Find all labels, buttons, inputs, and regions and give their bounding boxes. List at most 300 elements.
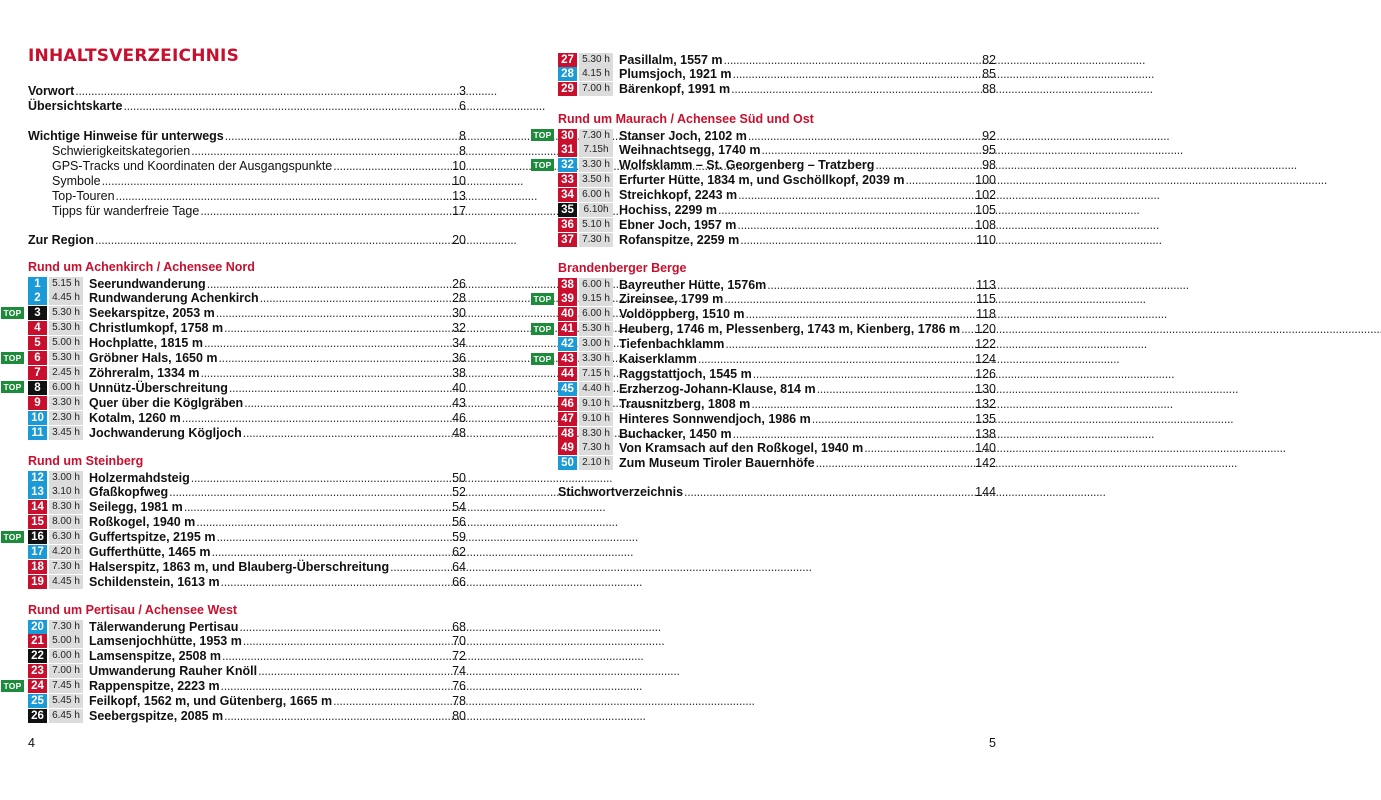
page-number: 28 xyxy=(452,291,466,306)
tour-duration: 3.30 h xyxy=(49,396,83,410)
page-number: 92 xyxy=(982,128,996,143)
tour-duration: 5.30 h xyxy=(49,351,83,365)
page-number: 76 xyxy=(452,679,466,694)
page-number: 82 xyxy=(982,52,996,67)
tour-entry[interactable] xyxy=(28,291,466,306)
page-number: 85 xyxy=(982,67,996,82)
tour-number: 3 xyxy=(28,306,47,320)
tour-number: 39 xyxy=(558,292,577,306)
tour-duration: 9.10 h xyxy=(579,397,613,411)
tour-entry[interactable] xyxy=(3,351,466,366)
tour-duration: 9.10 h xyxy=(579,412,613,426)
tour-duration: 3.30 h xyxy=(579,352,613,366)
tour-number: 2 xyxy=(28,291,47,305)
toc-entry-label: Tipps für wanderfreie Tage xyxy=(52,203,200,218)
tour-duration: 5.15 h xyxy=(49,277,83,291)
tour-number: 30 xyxy=(558,129,577,143)
tour-entry[interactable] xyxy=(28,485,466,500)
tour-number: 19 xyxy=(28,575,47,589)
tour-duration: 3.10 h xyxy=(49,485,83,499)
tour-number: 14 xyxy=(28,500,47,514)
tour-duration: 3.00 h xyxy=(49,471,83,485)
tour-entry[interactable] xyxy=(28,500,466,515)
page-number: 144 xyxy=(975,484,996,499)
tour-duration: 6.45 h xyxy=(49,709,83,723)
page-number: 80 xyxy=(452,708,466,723)
tour-title: Wolfsklamm – St. Georgenberg – Tratzberg xyxy=(619,158,875,173)
tour-entry[interactable] xyxy=(28,470,466,485)
toc-entry[interactable] xyxy=(28,83,466,98)
tour-title: Lamsenjochhütte, 1953 m xyxy=(89,634,242,649)
tour-title: Quer über die Köglgräben xyxy=(89,395,244,410)
tour-entry[interactable] xyxy=(558,173,996,188)
page-number: 72 xyxy=(452,649,466,664)
tour-title: Roßkogel, 1940 m xyxy=(89,515,196,530)
tour-duration: 5.45 h xyxy=(49,694,83,708)
tour-number: 31 xyxy=(558,143,577,157)
tour-title: Plumsjoch, 1921 m xyxy=(619,67,732,82)
tour-title: Streichkopf, 2243 m xyxy=(619,188,738,203)
leader-dots xyxy=(204,336,451,350)
top-tour-badge: TOP xyxy=(531,353,554,365)
page-number: 126 xyxy=(975,366,996,381)
toc-entry[interactable] xyxy=(28,128,466,143)
tour-entry[interactable] xyxy=(28,694,466,709)
tour-title: Zum Museum Tiroler Bauernhöfe xyxy=(619,456,815,471)
tour-number: 40 xyxy=(558,307,577,321)
tour-entry[interactable] xyxy=(558,188,996,203)
toc-entry-label: Übersichtskarte xyxy=(28,98,123,113)
tour-entry[interactable] xyxy=(558,277,996,292)
tour-title: Bayreuther Hütte, 1576m xyxy=(619,277,767,292)
page-number: 10 xyxy=(452,158,466,173)
tour-duration: 9.15 h xyxy=(579,292,613,306)
section-heading: Rund um Achenkirch / Achensee Nord xyxy=(28,260,255,274)
page-number: 20 xyxy=(452,232,466,247)
leader-dots xyxy=(124,99,459,113)
page-number: 108 xyxy=(975,217,996,232)
tour-duration: 7.15h xyxy=(579,143,613,157)
tour-number: 21 xyxy=(28,634,47,648)
toc-entry[interactable] xyxy=(28,232,466,247)
tour-title: Raggstattjoch, 1545 m xyxy=(619,366,752,381)
leader-dots xyxy=(718,203,974,217)
tour-duration: 5.10 h xyxy=(579,218,613,232)
tour-number: 10 xyxy=(28,411,47,425)
tour-entry[interactable] xyxy=(558,396,996,411)
tour-duration: 5.00 h xyxy=(49,634,83,648)
tour-title: Stanser Joch, 2102 m xyxy=(619,128,747,143)
tour-duration: 7.30 h xyxy=(579,233,613,247)
tour-entry[interactable] xyxy=(3,679,466,694)
tour-entry[interactable] xyxy=(558,426,996,441)
top-tour-badge: TOP xyxy=(1,680,24,692)
tour-entry[interactable] xyxy=(533,158,996,173)
leader-dots xyxy=(816,456,975,470)
leader-dots xyxy=(740,233,975,247)
tour-duration: 6.00 h xyxy=(579,278,613,292)
leader-dots xyxy=(737,218,974,232)
leader-dots xyxy=(216,530,451,544)
leader-dots xyxy=(243,634,451,648)
tour-duration: 6.00 h xyxy=(49,649,83,663)
page-number: 46 xyxy=(452,410,466,425)
leader-dots xyxy=(169,485,451,499)
tour-duration: 4.40 h xyxy=(579,382,613,396)
tour-title: Heuberg, 1746 m, Plessenberg, 1743 m, Kienberg, 1786 m xyxy=(619,322,961,337)
tour-entry[interactable] xyxy=(28,410,466,425)
tour-duration: 4.45 h xyxy=(49,291,83,305)
tour-title: Voldöppberg, 1510 m xyxy=(619,307,745,322)
tour-number: 15 xyxy=(28,515,47,529)
leader-dots xyxy=(753,367,974,381)
page-number: 78 xyxy=(452,694,466,708)
leader-dots xyxy=(239,620,451,634)
page-number: 59 xyxy=(452,530,466,545)
tour-title: Gfaßkopfweg xyxy=(89,485,169,500)
tour-title: Zireinsee, 1799 m xyxy=(619,292,724,307)
tour-title: Unnütz-Überschreitung xyxy=(89,380,228,395)
tour-entry[interactable] xyxy=(533,352,996,367)
tour-duration: 3.50 h xyxy=(579,173,613,187)
leader-dots xyxy=(725,337,974,351)
page-number: 30 xyxy=(452,306,466,321)
tour-entry[interactable] xyxy=(558,441,996,456)
tour-entry[interactable] xyxy=(28,619,466,634)
tour-title: Ebner Joch, 1957 m xyxy=(619,217,737,232)
tour-title: Trausnitzberg, 1808 m xyxy=(619,396,751,411)
tour-number: 46 xyxy=(558,397,577,411)
leader-dots xyxy=(875,158,981,172)
tour-entry[interactable] xyxy=(28,365,466,380)
top-tour-badge: TOP xyxy=(531,293,554,305)
tour-title: Holzermahdsteig xyxy=(89,470,190,485)
tour-number: 44 xyxy=(558,367,577,381)
page-number: 105 xyxy=(975,203,996,217)
top-tour-badge: TOP xyxy=(531,129,554,141)
page-number: 98 xyxy=(982,158,996,173)
tour-duration: 7.30 h xyxy=(49,620,83,634)
leader-dots xyxy=(102,174,451,188)
page-number: 10 xyxy=(452,173,466,188)
page-number: 122 xyxy=(975,337,996,352)
page-number: 8 xyxy=(459,128,466,143)
tour-entry[interactable] xyxy=(3,380,466,395)
toc-subentry[interactable] xyxy=(52,158,466,173)
tour-duration: 3.00 h xyxy=(579,337,613,351)
toc-subentry[interactable] xyxy=(52,173,466,188)
page-number: 70 xyxy=(452,634,466,649)
tour-number: 25 xyxy=(28,694,47,708)
page-number: 52 xyxy=(452,485,466,500)
leader-dots xyxy=(224,709,451,723)
tour-number: 24 xyxy=(28,679,47,693)
tour-entry[interactable] xyxy=(558,411,996,426)
leader-dots xyxy=(733,427,975,441)
toc-subentry[interactable] xyxy=(52,188,466,203)
page-number: 140 xyxy=(975,441,996,456)
page-number: 138 xyxy=(975,426,996,441)
page-number: 3 xyxy=(459,83,466,98)
index-entry[interactable] xyxy=(558,484,996,499)
tour-title: Kaiserklamm xyxy=(619,352,697,366)
page-number: 113 xyxy=(976,277,996,292)
page-number: 48 xyxy=(452,425,466,440)
tour-title: Rofanspitze, 2259 m xyxy=(619,232,740,247)
page-number: 6 xyxy=(459,98,466,113)
page-number: 135 xyxy=(975,411,996,426)
tour-entry[interactable] xyxy=(558,456,996,471)
tour-title: Umwanderung Rauher Knöll xyxy=(89,664,258,679)
toc-entry-label: Schwierigkeitskategorien xyxy=(52,143,191,158)
tour-duration: 4.45 h xyxy=(49,575,83,589)
tour-entry[interactable] xyxy=(28,321,466,336)
tour-number: 35 xyxy=(558,203,577,217)
tour-entry[interactable] xyxy=(558,203,996,218)
tour-entry[interactable] xyxy=(558,232,996,247)
tour-title: Seebergspitze, 2085 m xyxy=(89,708,224,723)
top-tour-badge: TOP xyxy=(531,323,554,335)
tour-title: Rundwanderung Achenkirch xyxy=(89,291,259,306)
page-number: 110 xyxy=(976,232,996,247)
tour-title: Rappenspitze, 2223 m xyxy=(89,679,220,694)
leader-dots xyxy=(191,144,458,158)
tour-entry[interactable] xyxy=(28,649,466,664)
top-tour-badge: TOP xyxy=(1,531,24,543)
toc-subentry[interactable] xyxy=(52,203,466,218)
leader-dots xyxy=(191,471,451,485)
tour-title: Gröbner Hals, 1650 m xyxy=(89,351,218,365)
tour-number: 12 xyxy=(28,471,47,485)
tour-entry[interactable] xyxy=(558,307,996,322)
tour-duration: 7.15 h xyxy=(579,367,613,381)
tour-duration: 5.00 h xyxy=(49,336,83,350)
tour-number: 13 xyxy=(28,485,47,499)
tour-title: Halserspitz, 1863 m, und Blauberg-Überschreitung xyxy=(89,559,390,574)
tour-title: Kotalm, 1260 m xyxy=(89,410,181,425)
tour-entry[interactable] xyxy=(558,337,996,352)
leader-dots xyxy=(698,352,974,366)
tour-entry[interactable] xyxy=(3,530,466,545)
page-number: 50 xyxy=(452,470,466,485)
page-number: 102 xyxy=(975,188,996,203)
leader-dots xyxy=(390,560,451,574)
tour-number: 48 xyxy=(558,427,577,441)
tour-number: 17 xyxy=(28,545,47,559)
tour-duration: 8.00 h xyxy=(49,515,83,529)
page-number: 115 xyxy=(976,292,996,307)
tour-number: 1 xyxy=(28,277,47,291)
leader-dots xyxy=(748,129,981,143)
leader-dots xyxy=(225,129,458,143)
tour-entry[interactable] xyxy=(558,217,996,232)
tour-number: 9 xyxy=(28,396,47,410)
tour-duration: 7.00 h xyxy=(49,664,83,678)
tour-number: 26 xyxy=(28,709,47,723)
tour-number: 41 xyxy=(558,322,577,336)
tour-title: Seekarspitze, 2053 m xyxy=(89,306,215,321)
tour-entry[interactable] xyxy=(558,82,996,97)
tour-entry[interactable] xyxy=(3,306,466,321)
leader-dots xyxy=(746,307,976,321)
page-number: 66 xyxy=(452,574,466,589)
tour-duration: 8.30 h xyxy=(49,500,83,514)
tour-duration: 5.30 h xyxy=(49,306,83,320)
top-tour-badge: TOP xyxy=(1,381,24,393)
page-number: 124 xyxy=(975,352,996,366)
leader-dots xyxy=(864,441,974,455)
tour-number: 37 xyxy=(558,233,577,247)
tour-duration: 6.00 h xyxy=(579,307,613,321)
tour-number: 6 xyxy=(28,351,47,365)
toc-entry-label: Symbole xyxy=(52,173,101,188)
tour-title: Zöhreralm, 1334 m xyxy=(89,365,200,380)
tour-number: 36 xyxy=(558,218,577,232)
tour-title: Christlumkopf, 1758 m xyxy=(89,321,224,336)
tour-number: 27 xyxy=(558,53,577,67)
tour-number: 34 xyxy=(558,188,577,202)
tour-duration: 2.30 h xyxy=(49,411,83,425)
page-number: 132 xyxy=(975,396,996,411)
tour-entry[interactable] xyxy=(28,336,466,351)
toc-entry-label: Stichwortverzeichnis xyxy=(558,484,684,499)
page-number: 95 xyxy=(982,143,996,158)
tour-duration: 2.45 h xyxy=(49,366,83,380)
tour-entry[interactable] xyxy=(28,574,466,589)
page-number: 8 xyxy=(459,143,466,158)
tour-duration: 6.30 h xyxy=(49,530,83,544)
tour-title: Von Kramsach auf den Roßkogel, 1940 m xyxy=(619,441,864,456)
leader-dots xyxy=(184,500,451,514)
leader-dots xyxy=(260,291,451,305)
leader-dots xyxy=(116,189,452,203)
page-number: 64 xyxy=(452,559,466,574)
section-heading: Rund um Maurach / Achensee Süd und Ost xyxy=(558,112,814,126)
tour-entry[interactable] xyxy=(558,67,996,82)
leader-dots xyxy=(731,82,981,96)
tour-duration: 6.10h xyxy=(579,203,613,217)
tour-entry[interactable] xyxy=(28,515,466,530)
leader-dots xyxy=(229,381,451,395)
leader-dots xyxy=(222,649,451,663)
page-number: 62 xyxy=(452,545,466,559)
tour-title: Seilegg, 1981 m xyxy=(89,500,183,515)
tour-entry[interactable] xyxy=(558,366,996,381)
leader-dots xyxy=(258,664,451,678)
tour-entry[interactable] xyxy=(558,52,996,67)
tour-number: 49 xyxy=(558,441,577,455)
top-tour-badge: TOP xyxy=(1,352,24,364)
page-number: 54 xyxy=(452,500,466,515)
tour-entry[interactable] xyxy=(28,559,466,574)
leader-dots xyxy=(200,366,451,380)
leader-dots xyxy=(961,322,974,336)
leader-dots xyxy=(207,277,451,291)
toc-subentry[interactable] xyxy=(52,143,466,158)
leader-dots xyxy=(216,306,451,320)
page-number-right: 5 xyxy=(989,736,996,750)
tour-title: Buchacker, 1450 m xyxy=(619,426,732,441)
leader-dots xyxy=(221,679,451,693)
page-number: 34 xyxy=(452,336,466,351)
tour-number: 29 xyxy=(558,82,577,96)
tour-entry[interactable] xyxy=(28,276,466,291)
tour-entry[interactable] xyxy=(28,634,466,649)
tour-title: Erfurter Hütte, 1834 m, und Gschöllkopf, 2039 m xyxy=(619,173,905,188)
page-number: 43 xyxy=(452,395,466,410)
tour-duration: 7.30 h xyxy=(579,129,613,143)
leader-dots xyxy=(221,575,451,589)
page-number: 56 xyxy=(452,515,466,530)
toc-entry-label: Zur Region xyxy=(28,232,94,247)
tour-entry[interactable] xyxy=(533,292,996,307)
leader-dots xyxy=(738,188,974,202)
tour-duration: 6.00 h xyxy=(49,381,83,395)
toc-entry[interactable] xyxy=(28,98,466,113)
tour-number: 5 xyxy=(28,336,47,350)
tour-number: 43 xyxy=(558,352,577,366)
tour-title: Erzherzog-Johann-Klause, 814 m xyxy=(619,381,816,396)
tour-duration: 3.45 h xyxy=(49,426,83,440)
tour-entry[interactable] xyxy=(558,381,996,396)
page-number: 26 xyxy=(452,276,466,291)
tour-entry[interactable] xyxy=(28,545,466,560)
tour-duration: 7.45 h xyxy=(49,679,83,693)
leader-dots xyxy=(212,545,452,559)
page-number-left: 4 xyxy=(28,736,35,750)
tour-entry[interactable] xyxy=(28,708,466,723)
tour-title: Hinteres Sonnwendjoch, 1986 m xyxy=(619,411,811,426)
leader-dots xyxy=(75,84,458,98)
tour-entry[interactable] xyxy=(28,425,466,440)
tour-title: Lamsenspitze, 2508 m xyxy=(89,649,222,664)
page-number: 40 xyxy=(452,380,466,395)
page-number: 36 xyxy=(452,351,466,365)
tour-duration: 2.10 h xyxy=(579,456,613,470)
toc-entry-label: Wichtige Hinweise für unterwegs xyxy=(28,128,224,143)
page-number: 13 xyxy=(452,188,466,203)
page-number: 100 xyxy=(975,173,996,188)
leader-dots xyxy=(196,515,451,529)
tour-number: 18 xyxy=(28,560,47,574)
tour-duration: 3.30 h xyxy=(579,158,613,172)
tour-entry[interactable] xyxy=(28,664,466,679)
page-number: 74 xyxy=(452,664,466,679)
tour-entry[interactable] xyxy=(558,143,996,158)
tour-title: Pasillalm, 1557 m xyxy=(619,52,723,67)
tour-duration: 5.30 h xyxy=(49,321,83,335)
tour-number: 33 xyxy=(558,173,577,187)
toc-entry-label: Top-Touren xyxy=(52,188,115,203)
tour-duration: 7.30 h xyxy=(49,560,83,574)
tour-entry[interactable] xyxy=(533,128,996,143)
page-number: 130 xyxy=(975,381,996,396)
leader-dots xyxy=(684,485,974,499)
leader-dots xyxy=(95,233,451,247)
tour-duration: 6.00 h xyxy=(579,188,613,202)
leader-dots xyxy=(767,278,975,292)
tour-number: 32 xyxy=(558,158,577,172)
tour-number: 20 xyxy=(28,620,47,634)
tour-entry[interactable] xyxy=(533,322,996,337)
tour-title: Tiefenbachklamm xyxy=(619,337,725,352)
section-heading: Rund um Steinberg xyxy=(28,454,144,468)
toc-entry-label: Vorwort xyxy=(28,83,75,98)
tour-duration: 5.30 h xyxy=(579,322,613,336)
tour-number: 4 xyxy=(28,321,47,335)
tour-duration: 4.20 h xyxy=(49,545,83,559)
tour-entry[interactable] xyxy=(28,395,466,410)
